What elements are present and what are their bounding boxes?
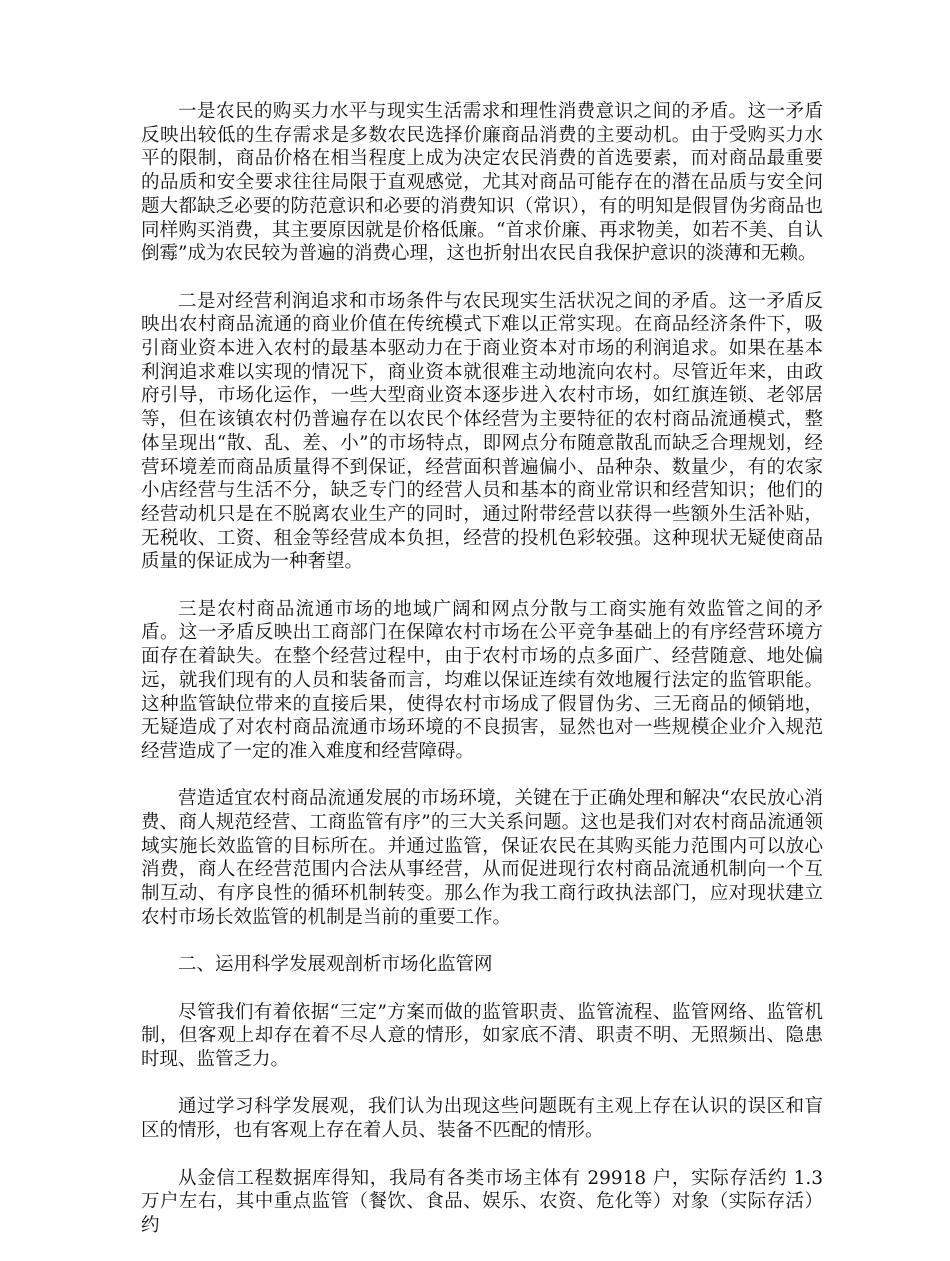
paragraph-data: 从金信工程数据库得知，我局有各类市场主体有 29918 户，实际存活约 1.3 万户左右，其中重点监管（餐饮、食品、娱乐、农资、危化等）对象（实际存活）约 <box>141 1167 823 1236</box>
paragraph-analysis: 通过学习科学发展观，我们认为出现这些问题既有主观上存在认识的误区和盲区的情形，也有客观上存在着人员、装备不匹配的情形。 <box>141 1096 823 1142</box>
paragraph-contradiction-1: 一是农民的购买力水平与现实生活需求和理性消费意识之间的矛盾。这一矛盾反映出较低的生存需求是多数农民选择价廉商品消费的主要动机。由于受购买力水平的限制，商品价格在相当程度上成为决定农民消费的首选要素，而对商品最重要的品质和安全要求往往局限于直观感觉，尤其对商品可能存在的潜在品质与安全问题大都缺乏必要的防范意识和必要的消费知识（常识），有的明知是假冒伪劣商品也同样购买消费，其主要原因就是价格低廉。“首求价廉、再求物美，如若不美、自认倒霉”成为农民较为普遍的消费心理，这也折射出农民自我保护意识的淡薄和无赖。 <box>141 101 823 265</box>
document-page <box>141 100 823 1261</box>
section-heading: 二、运用科学发展观剖析市场化监管网 <box>178 954 493 976</box>
paragraph-contradiction-2: 二是对经营利润追求和市场条件与农民现实生活状况之间的矛盾。这一矛盾反映出农村商品流通的商业价值在传统模式下难以正常实现。在商品经济条件下，吸引商业资本进入农村的最基本驱动力在于商业资本对市场的利润追求。如果在基本利润追求难以实现的情况下，商业资本就很难主动地流向农村。尽管近年来，由政府引导，市场化运作，一些大型商业资本逐步进入农村市场，如红旗连锁、老邻居等，但在该镇农村仍普遍存在以农民个体经营为主要特征的农村商品流通模式，整体呈现出“散、乱、差、小”的市场特点，即网点分布随意散乱而缺乏合理规划，经营环境差而商品质量得不到保证，经营面积普遍偏小、品种杂、数量少，有的农家小店经营与生活不分，缺乏专门的经营人员和基本的商业常识和经营知识；他们的经营动机只是在不脱离农业生产的同时，通过附带经营以获得一些额外生活补贴，无税收、工资、租金等经营成本负担，经营的投机色彩较强。这种现状无疑使商品质量的保证成为一种奢望。 <box>141 290 823 573</box>
paragraph-market-environment: 营造适宜农村商品流通发展的市场环境，关键在于正确处理和解决“农民放心消费、商人规范经营、工商监管有序”的三大关系问题。这也是我们对农村商品流通领域实施长效监管的目标所在。并通过监管，保证农民在其购买能力范围内可以放心消费，商人在经营范围内合法从事经营，从而促进现行农村商品流通机制向一个互制互动、有序良性的循环机制转变。那么作为我工商行政执法部门，应对现状建立农村市场长效监管的机制是当前的重要工作。 <box>141 788 823 928</box>
paragraph-contradiction-3: 三是农村商品流通市场的地域广阔和网点分散与工商实施有效监管之间的矛盾。这一矛盾反映出工商部门在保障农村市场在公平竞争基础上的有序经营环境方面存在着缺失。在整个经营过程中，由于农村市场的点多面广、经营随意、地处偏远，就我们现有的人员和装备而言，均难以保证连续有效地履行法定的监管职能。这种监管缺位带来的直接后果，使得农村市场成了假冒伪劣、三无商品的倾销地，无疑造成了对农村商品流通市场环境的不良损害，显然也对一些规模企业介入规范经营造成了一定的准入难度和经营障碍。 <box>141 598 823 762</box>
paragraph-supervision-issues: 尽管我们有着依据“三定”方案而做的监管职责、监管流程、监管网络、监管机制，但客观上却存在着不尽人意的情形，如家底不清、职责不明、无照频出、隐患时现、监管乏力。 <box>141 1001 823 1071</box>
